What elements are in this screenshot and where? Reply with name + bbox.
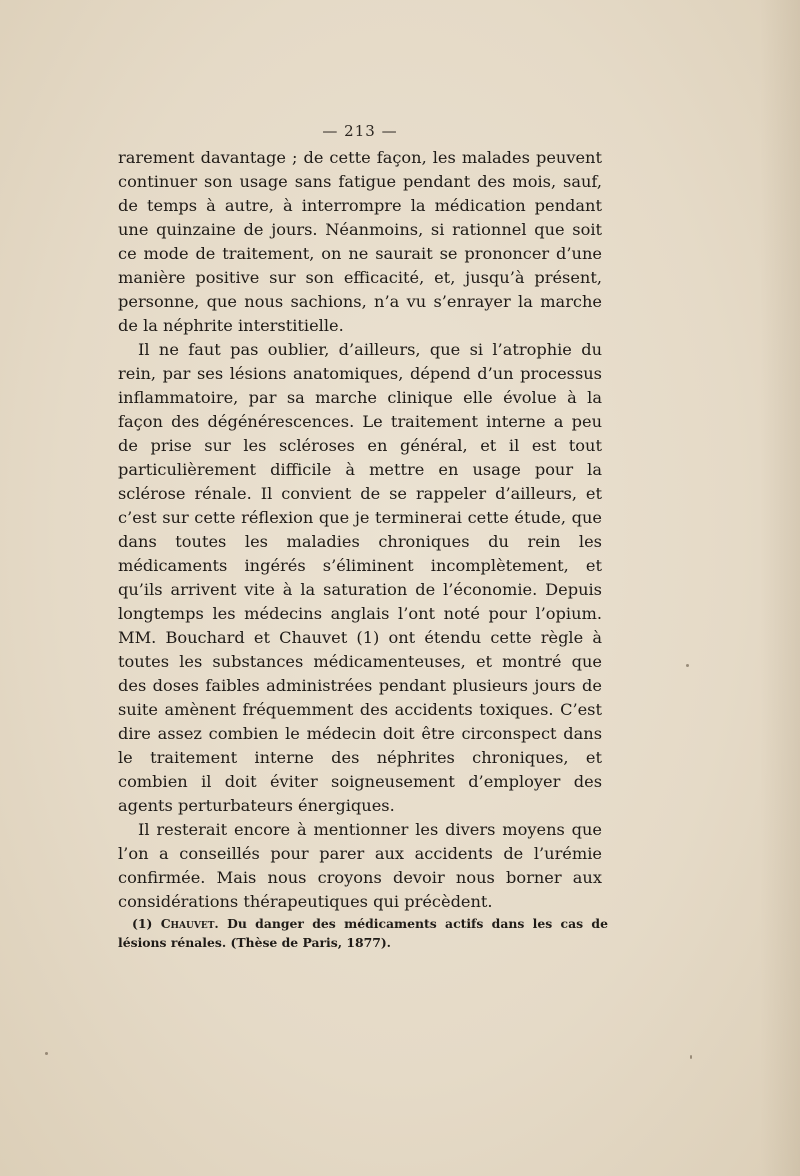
paper-speck: [45, 1052, 48, 1055]
footnote-marker: (1): [132, 916, 153, 931]
footnote-author: Chauvet.: [160, 916, 219, 931]
footnote-text: Du danger des médicaments actifs dans les cas de lésions rénales. (Thèse de Paris, 1877).: [118, 916, 608, 950]
paragraph-3: Il resterait encore à mentionner les divers moyens que l’on a conseillés pour parer aux accidents de l’urémie confirmée. Mais nous croyons devoir nous borner aux considérations thérapeutiques qui précèdent.: [118, 820, 602, 911]
paragraph-1: rarement davantage ; de cette façon, les malades peuvent continuer son usage sans fatigue pendant des mois, sauf, de temps à autre, à interrompre la médication pendant une quinzaine de jours. Néanmoins, si rationnel que soit ce mode de traitement, on ne saurait se prononcer d’une manière positive sur son efficacité, et, jusqu’à présent, personne, que nous sachions, n’a vu s’enrayer la marche de la néphrite interstitielle.: [118, 148, 602, 335]
footnote: [118, 914, 608, 952]
body-text: [118, 146, 602, 914]
paper-speck: [686, 664, 689, 667]
paragraph-2: Il ne faut pas oublier, d’ailleurs, que si l’atrophie du rein, par ses lésions anatomiques, dépend d’un processus inflammatoire, par sa marche clinique elle évolue à la façon des dégénérescences. Le traitement interne a peu de prise sur les scléroses en général, et il est tout particulièrement difficile à mettre en usage pour la sclérose rénale. Il convient de se rappeler d’ailleurs, et c’est sur cette réflexion que je terminerai cette étude, que dans toutes les maladies chroniques du rein les médicaments ingérés s’éliminent incomplètement, et qu’ils arrivent vite à la saturation de l’économie. Depuis longtemps les médecins anglais l’ont noté pour l’opium. MM. Bouchard et Chauvet (1) ont étendu cette règle à toutes les substances médicamenteuses, et montré que des doses faibles administrées pendant plusieurs jours de suite amènent fréquemment des accidents toxiques. C’est dire assez combien le médecin doit être circonspect dans le traitement interne des néphrites chroniques, et combien il doit éviter soigneusement d’employer des agents perturbateurs énergiques.: [118, 340, 602, 815]
page-edge-shading: [760, 0, 800, 1176]
paper-speck: [690, 1055, 692, 1059]
page-number: — 213 —: [322, 122, 398, 140]
